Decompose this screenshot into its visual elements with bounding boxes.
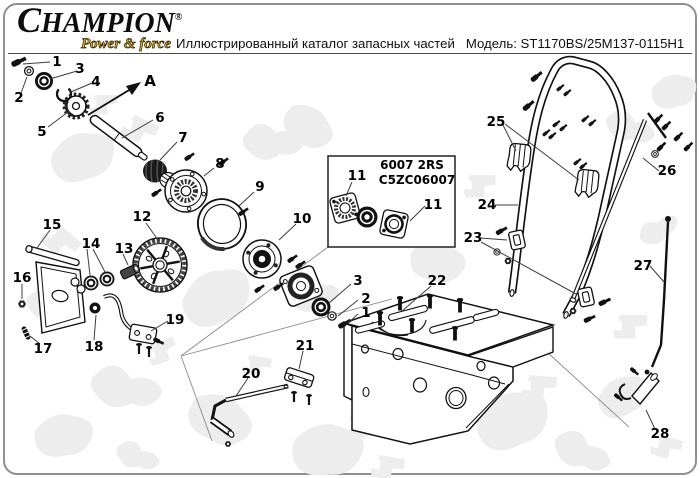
part-ball-18	[90, 303, 101, 314]
part-callout-13: 13	[114, 241, 134, 257]
part-callout-26: 26	[657, 163, 677, 179]
part-callout-12: 12	[132, 209, 152, 225]
part-callout-14: 14	[81, 236, 101, 252]
part-bearing-14a	[84, 276, 99, 291]
part-callout-8: 8	[215, 156, 225, 172]
part-callout-7: 7	[178, 130, 188, 146]
part-sprocket-5	[64, 94, 88, 118]
part-callout-1: 1	[52, 54, 62, 70]
part-flange-10	[243, 240, 281, 278]
part-callout-25: 25	[486, 114, 506, 130]
part-callout-11: 11	[423, 197, 443, 213]
part-callout-15: 15	[42, 217, 62, 233]
part-callout-22: 22	[427, 273, 447, 289]
brand-tagline: Power & force	[81, 36, 171, 52]
part-callout-1: 1	[361, 305, 371, 321]
part-flange-8	[165, 170, 207, 212]
part-nut-16	[18, 301, 26, 308]
part-bearing-3b	[312, 298, 331, 317]
inset-part-number: C5ZC06007	[378, 173, 456, 187]
part-callout-10: 10	[292, 211, 312, 227]
registered-mark: ®	[174, 12, 183, 23]
part-bearing-3	[35, 72, 53, 90]
inset-part-code: 6007 2RS	[380, 158, 444, 172]
part-callout-28: 28	[650, 426, 670, 442]
part-callout-16: 16	[12, 270, 32, 286]
title-text: Иллюстрированный каталог запасных частей	[176, 36, 455, 51]
part-washer-2b	[328, 312, 336, 320]
part-callout-21: 21	[295, 338, 315, 354]
inset-flange-left	[329, 192, 361, 224]
part-callout-24: 24	[477, 197, 497, 213]
part-spring-17	[21, 326, 31, 341]
inset-bearing	[357, 207, 378, 228]
part-callout-9: 9	[255, 179, 265, 195]
part-bracket-15	[25, 245, 85, 333]
part-clamp-25b	[575, 169, 600, 198]
inset-flange-right	[379, 209, 409, 239]
part-callout-11: 11	[347, 168, 367, 184]
part-callout-17: 17	[33, 341, 53, 357]
part-callout-19: 19	[165, 312, 185, 328]
part-lever-arm	[104, 295, 135, 331]
part-callout-3: 3	[75, 61, 85, 77]
part-callout-2: 2	[361, 291, 371, 307]
part-bolt-1	[10, 56, 27, 68]
part-callout-27: 27	[633, 258, 653, 274]
part-handlebar-24	[509, 60, 622, 319]
part-callout-6: 6	[155, 110, 165, 126]
brand-name: CHAMPION®	[17, 0, 183, 40]
part-callout-2: 2	[14, 90, 24, 106]
part-washer-2	[25, 67, 34, 76]
part-wheel-12	[133, 238, 187, 292]
part-callout-18: 18	[84, 339, 104, 355]
part-callout-A: A	[144, 72, 156, 90]
part-bearing-14b	[100, 272, 115, 287]
part-callout-23: 23	[463, 230, 483, 246]
part-callout-20: 20	[241, 366, 261, 382]
part-callout-3: 3	[353, 273, 363, 289]
model-text: Модель: ST1170BS/25M137-0115H1	[465, 36, 685, 51]
part-callout-5: 5	[37, 124, 47, 140]
part-callout-4: 4	[91, 74, 101, 90]
bolt-icon	[184, 152, 196, 162]
